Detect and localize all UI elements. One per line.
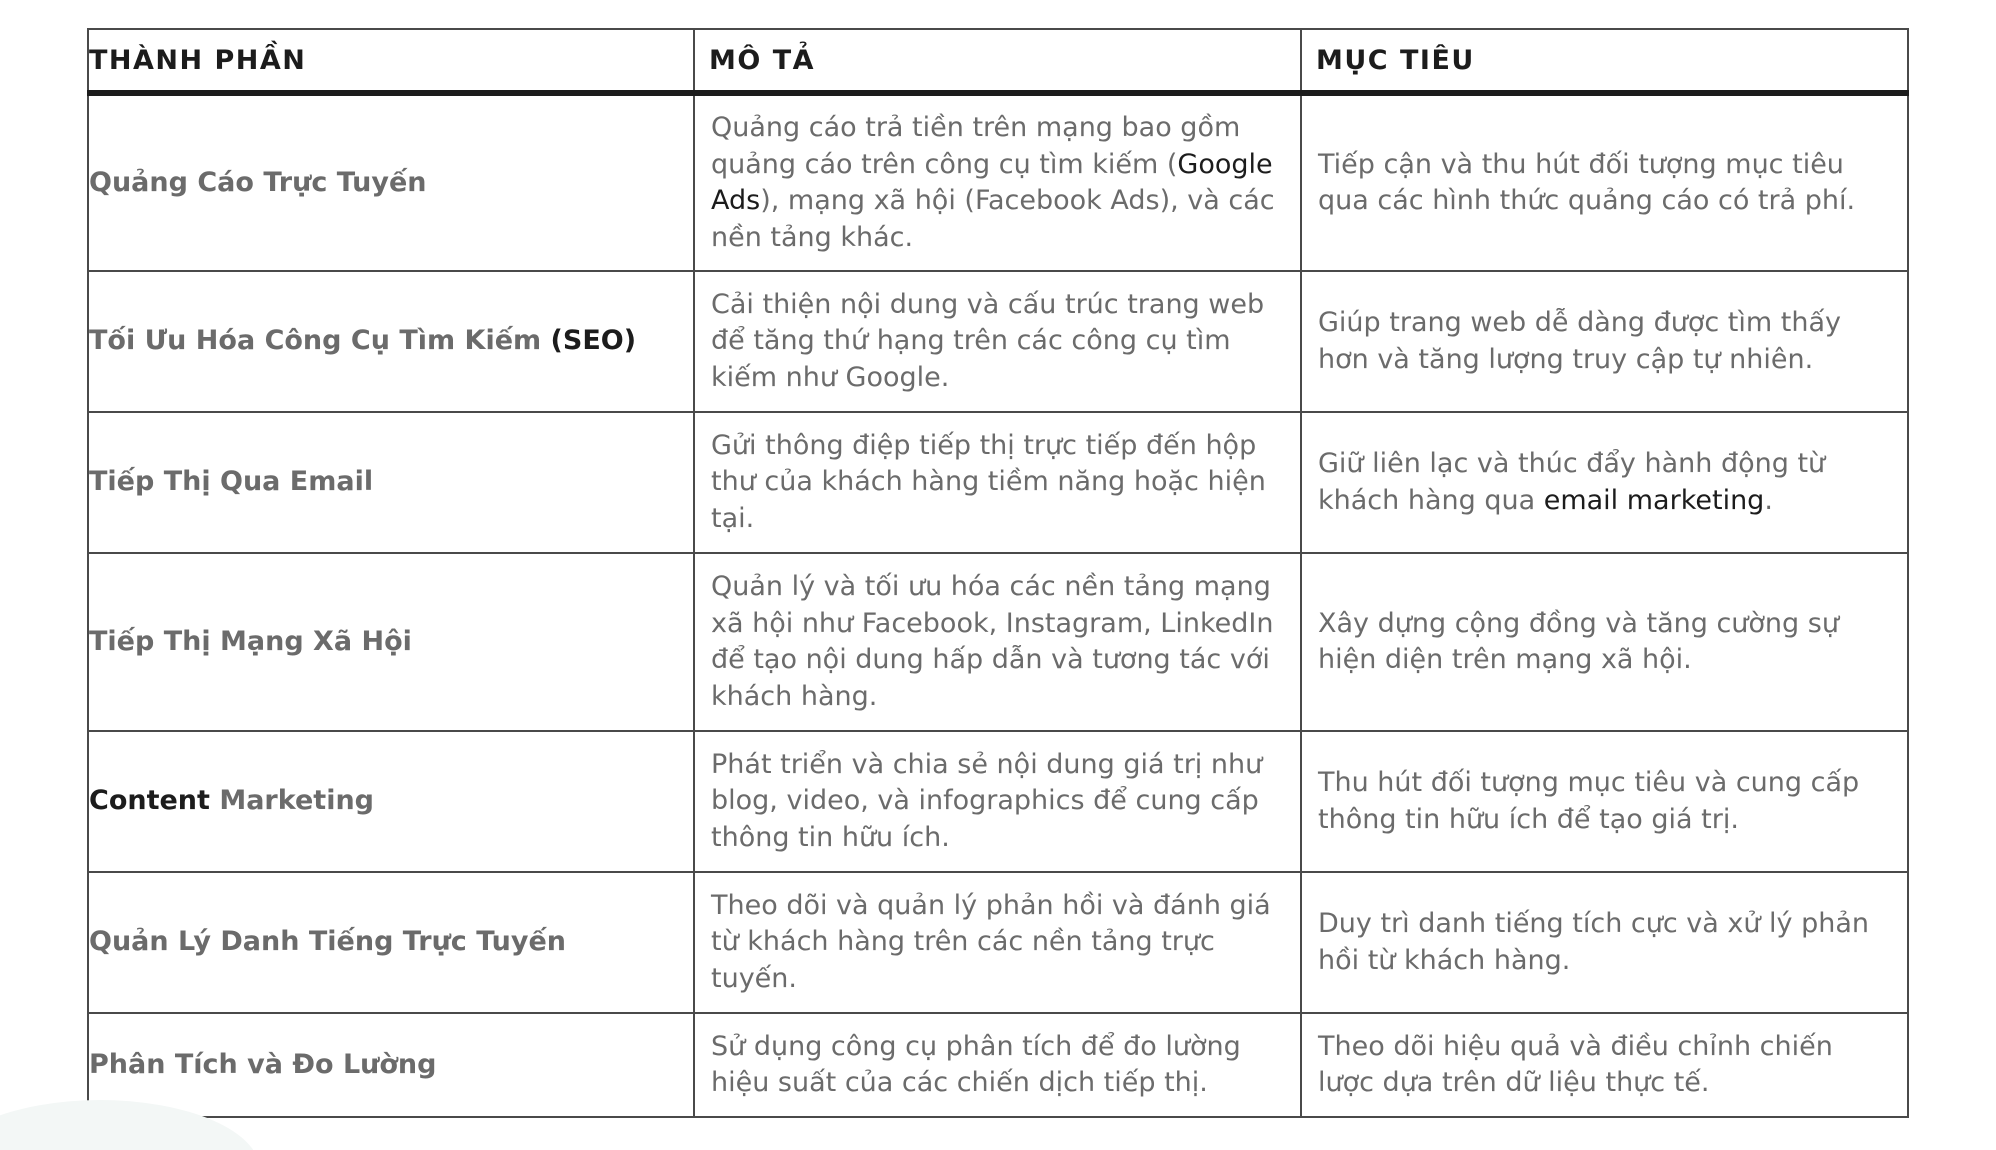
google-ads-link[interactable]: Google Ads bbox=[711, 148, 1273, 216]
table-row bbox=[88, 93, 1908, 271]
row-name-text: Marketing bbox=[209, 785, 374, 817]
row-goal: Thu hút đối tượng mục tiêu và cung cấp thông tin hữu ích để tạo giá trị. bbox=[1301, 731, 1908, 872]
row-description: Theo dõi và quản lý phản hồi và đánh giá từ khách hàng trên các nền tảng trực tuyến. bbox=[694, 872, 1301, 1013]
row-name-text: Tối Ưu Hóa Công Cụ Tìm Kiếm bbox=[89, 325, 551, 357]
email-marketing-link[interactable]: email marketing bbox=[1543, 484, 1765, 516]
row-goal: Tiếp cận và thu hút đối tượng mục tiêu qua các hình thức quảng cáo có trả phí. bbox=[1301, 93, 1908, 271]
row-description-text: Quảng cáo trả tiền trên mạng bao gồm quảng cáo trên công cụ tìm kiếm ( bbox=[711, 112, 1241, 180]
table-row bbox=[88, 412, 1908, 553]
row-name: Tiếp Thị Mạng Xã Hội bbox=[88, 553, 694, 731]
row-description: Gửi thông điệp tiếp thị trực tiếp đến hộp thư của khách hàng tiềm năng hoặc hiện tại. bbox=[694, 412, 1301, 553]
row-description bbox=[694, 93, 1301, 271]
row-name: Quản Lý Danh Tiếng Trực Tuyến bbox=[88, 872, 694, 1013]
row-name: Tiếp Thị Qua Email bbox=[88, 412, 694, 553]
header-goal: MỤC TIÊU bbox=[1301, 29, 1908, 93]
row-description: Sử dụng công cụ phân tích để đo lường hiệu suất của các chiến dịch tiếp thị. bbox=[694, 1013, 1301, 1117]
row-goal: Theo dõi hiệu quả và điều chỉnh chiến lược dựa trên dữ liệu thực tế. bbox=[1301, 1013, 1908, 1117]
row-name: Quảng Cáo Trực Tuyến bbox=[88, 93, 694, 271]
table-row bbox=[88, 553, 1908, 731]
row-goal bbox=[1301, 412, 1908, 553]
table-row bbox=[88, 271, 1908, 412]
row-goal: Duy trì danh tiếng tích cực và xử lý phản hồi từ khách hàng. bbox=[1301, 872, 1908, 1013]
digital-marketing-table bbox=[87, 28, 1909, 1118]
header-component: THÀNH PHẦN bbox=[88, 29, 694, 93]
row-name bbox=[88, 271, 694, 412]
row-goal: Giúp trang web dễ dàng được tìm thấy hơn và tăng lượng truy cập tự nhiên. bbox=[1301, 271, 1908, 412]
row-description-text: ), mạng xã hội (Facebook Ads), và các nền tảng khác. bbox=[711, 185, 1275, 253]
table-row bbox=[88, 872, 1908, 1013]
row-goal-text: Giữ liên lạc và thúc đẩy hành động từ khách hàng qua bbox=[1318, 448, 1826, 516]
row-goal-text: . bbox=[1764, 484, 1773, 516]
row-name bbox=[88, 731, 694, 872]
content-link[interactable]: Content bbox=[89, 785, 210, 817]
row-description: Quản lý và tối ưu hóa các nền tảng mạng xã hội như Facebook, Instagram, LinkedIn để tạo nội dung hấp dẫn và tương tác với khách hàng. bbox=[694, 553, 1301, 731]
table-row bbox=[88, 1013, 1908, 1117]
row-description: Cải thiện nội dung và cấu trúc trang web để tăng thứ hạng trên các công cụ tìm kiếm như Google. bbox=[694, 271, 1301, 412]
seo-link[interactable]: (SEO) bbox=[550, 325, 637, 357]
table-header-row bbox=[88, 29, 1908, 93]
header-description: MÔ TẢ bbox=[694, 29, 1301, 93]
row-description: Phát triển và chia sẻ nội dung giá trị như blog, video, và infographics để cung cấp thông tin hữu ích. bbox=[694, 731, 1301, 872]
row-goal: Xây dựng cộng đồng và tăng cường sự hiện diện trên mạng xã hội. bbox=[1301, 553, 1908, 731]
table-row bbox=[88, 731, 1908, 872]
row-name: Phân Tích và Đo Lường bbox=[88, 1013, 694, 1117]
